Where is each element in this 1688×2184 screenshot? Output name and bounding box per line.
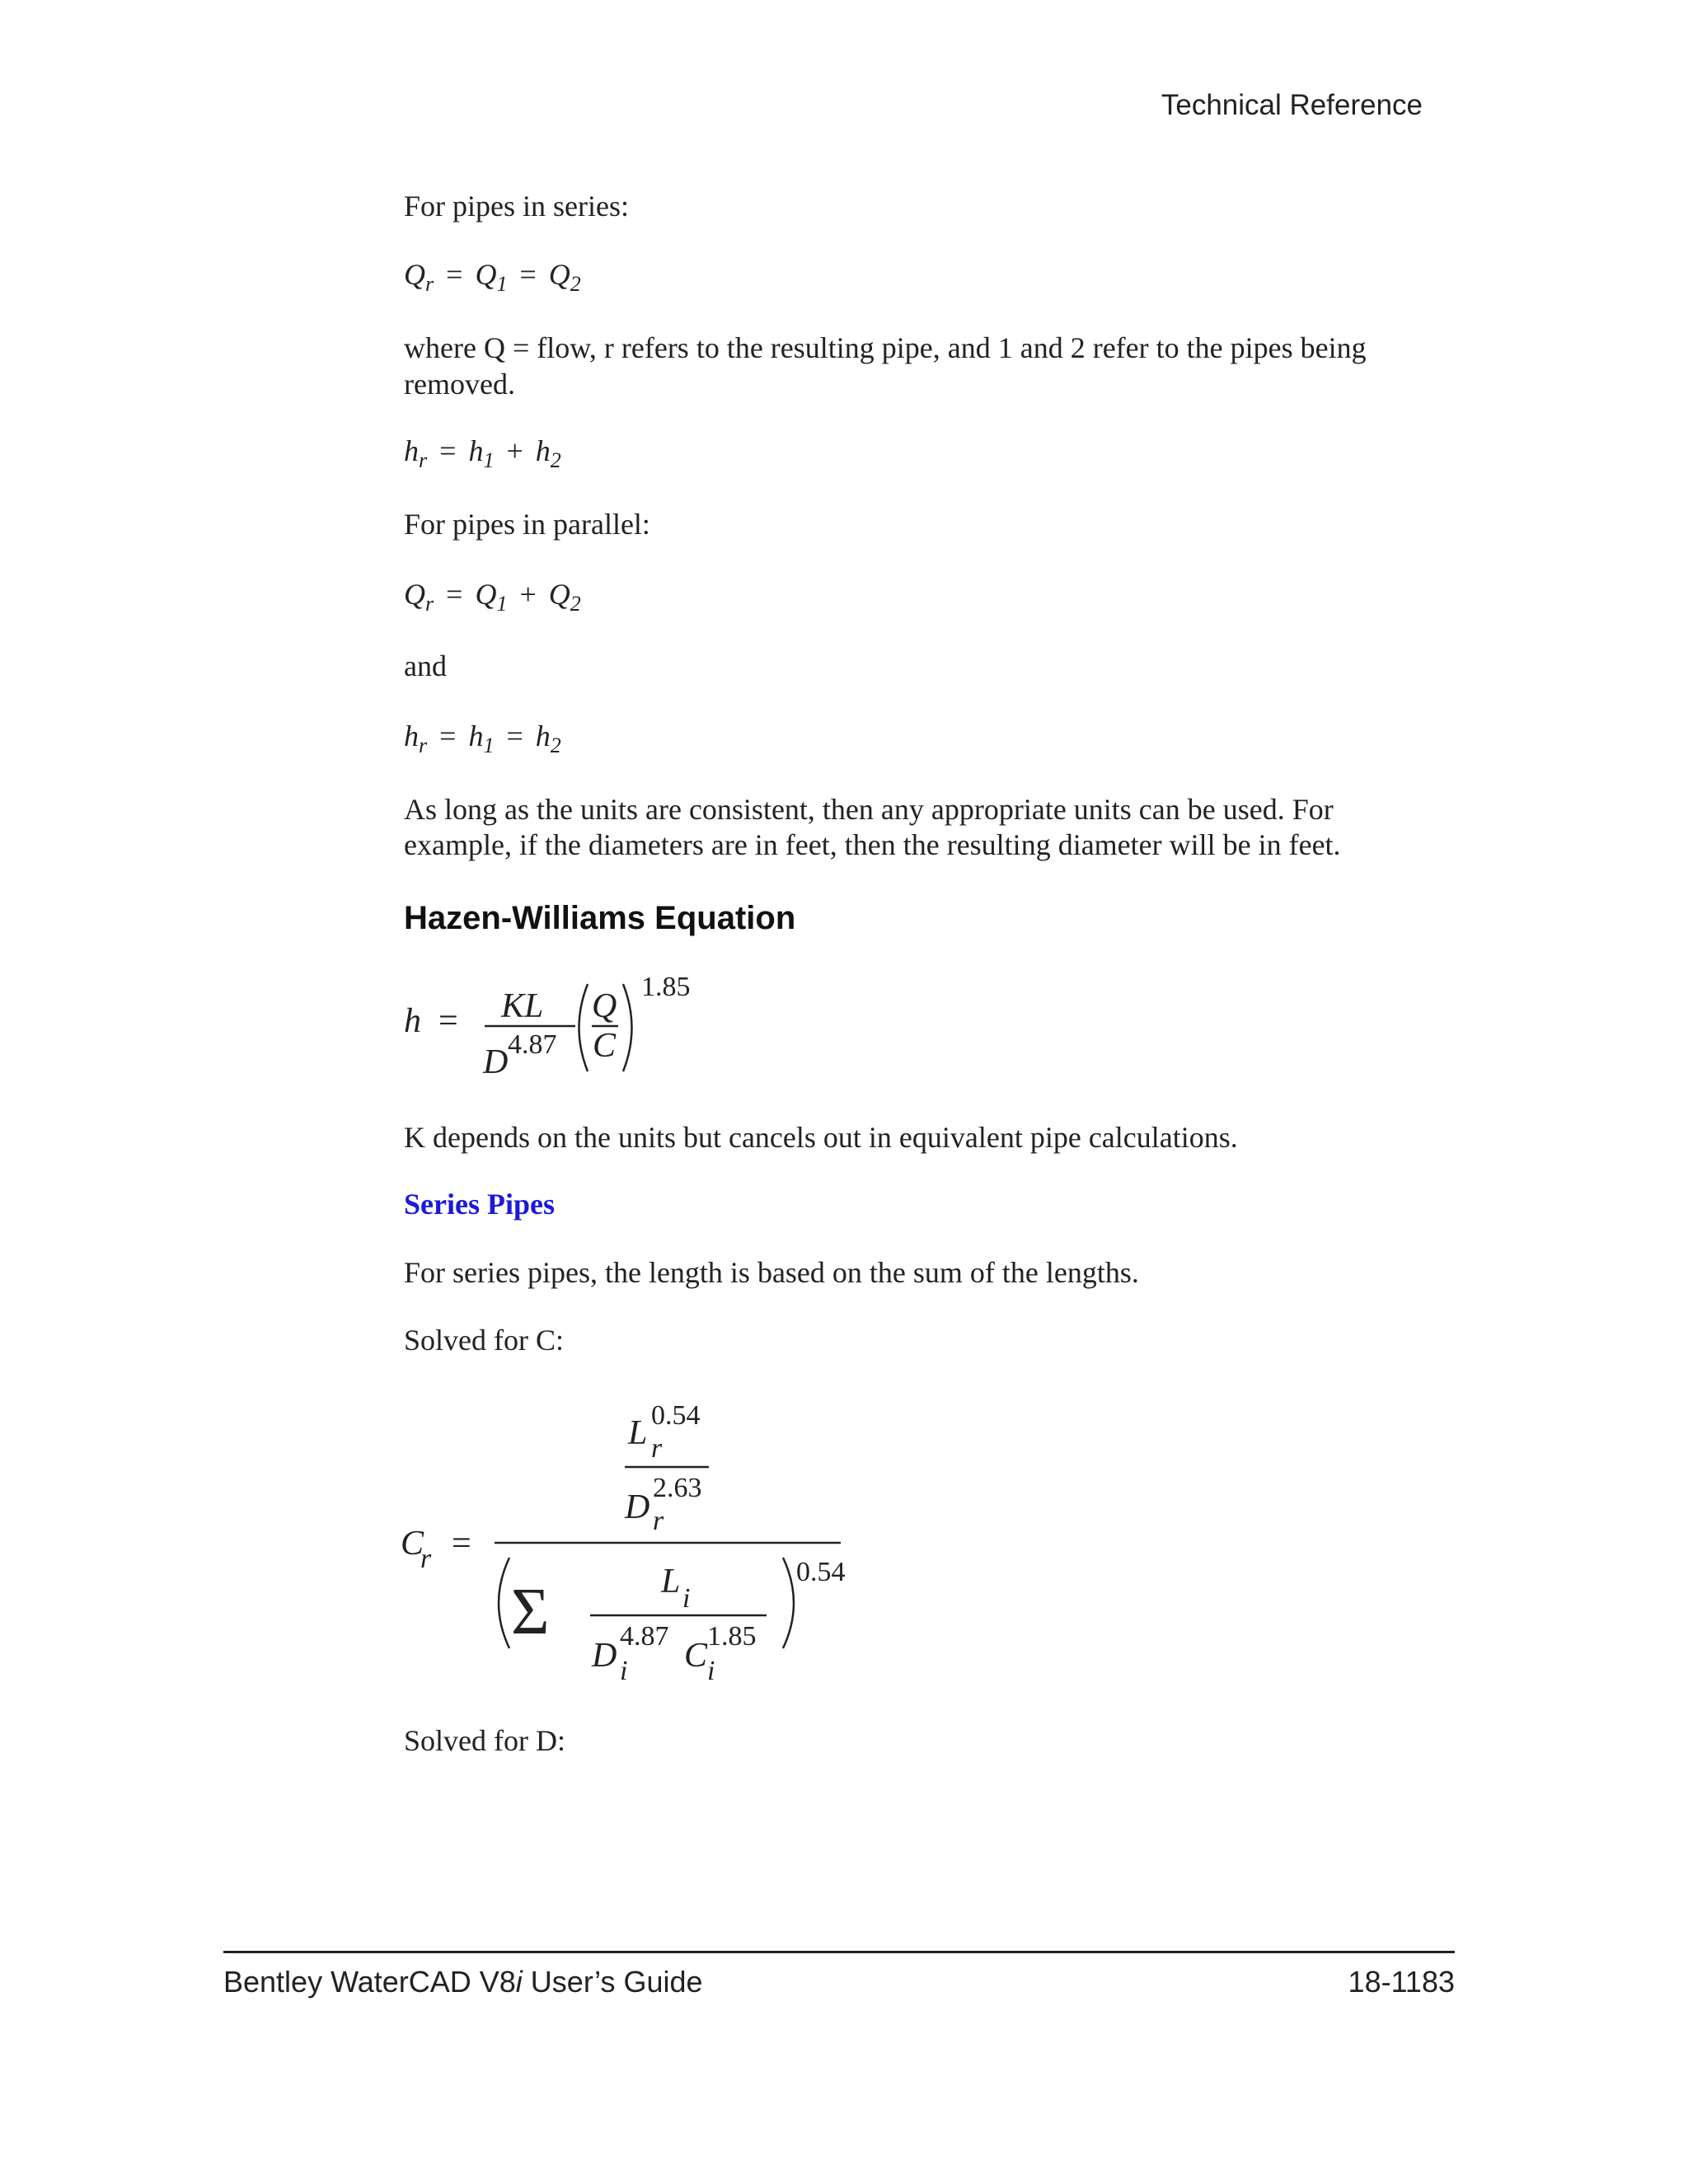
cr-right-paren (783, 1558, 794, 1648)
hw-h: h (404, 1002, 421, 1040)
cr-num-d-sub: r (653, 1506, 664, 1536)
and-text: and (404, 649, 447, 682)
hw-outer-exponent: 1.85 (641, 972, 691, 1002)
series-pipes-text: For series pipes, the length is based on the sum of the lengths. (404, 1256, 1139, 1289)
where-definition-text: where Q = flow, r refers to the resulting pipe, and 1 and 2 refer to the pipes being removed. (404, 331, 1367, 401)
solved-for-c-text: Solved for C: (404, 1324, 564, 1357)
cr-den-li-sub: i (682, 1583, 691, 1614)
hw-denominator: D (483, 1043, 509, 1081)
k-depends-text: K depends on the units but cancels out in equivalent pipe calculations. (404, 1121, 1238, 1154)
footer-page-number: 18-1183 (1348, 1965, 1455, 1999)
cr-equation (396, 1385, 857, 1698)
cr-num-l: L (628, 1414, 648, 1452)
hazen-williams-heading: Hazen-Williams Equation (404, 900, 796, 936)
series-flow-equation: $Q_r = Q_1 = Q_2$ (404, 258, 581, 296)
cr-den-ci-exp: 1.85 (707, 1621, 757, 1652)
series-intro-text: For pipes in series: (404, 190, 629, 223)
cr-den-di: D (592, 1637, 617, 1675)
cr-equals: = (452, 1525, 471, 1563)
parallel-flow-equation: $Q_r = Q_1 + Q_2$ (404, 578, 581, 616)
cr-den-ci-sub: i (707, 1656, 715, 1686)
hw-equals: = (438, 1002, 458, 1040)
solved-for-d-text: Solved for D: (404, 1724, 565, 1757)
cr-sigma: Σ (511, 1576, 550, 1648)
cr-num-l-exp: 0.54 (651, 1400, 701, 1431)
series-pipes-heading: Series Pipes (404, 1188, 555, 1221)
series-head-equation: $h_r = h_1 + h_2$ (404, 434, 561, 472)
cr-den-li: L (661, 1563, 681, 1601)
cr-den-ci: C (684, 1637, 708, 1675)
cr-num-d-exp: 2.63 (653, 1473, 702, 1503)
hw-numerator: KL (501, 987, 544, 1025)
cr-outer-exp: 0.54 (796, 1557, 846, 1587)
units-text-line-2: example, if the diameters are in feet, then the resulting diameter will be in feet. (404, 828, 1341, 861)
page-header-title: Technical Reference (1160, 89, 1423, 121)
hw-left-paren (579, 984, 588, 1071)
cr-lhs-sub: r (420, 1544, 432, 1574)
hw-q: Q (592, 987, 617, 1025)
hw-c: C (593, 1027, 617, 1065)
units-text-line-1: As long as the units are consistent, then any appropriate units can be used. For (404, 793, 1334, 826)
parallel-head-equation: $h_r = h_1 = h_2$ (404, 719, 561, 757)
cr-num-l-sub: r (651, 1433, 663, 1464)
cr-den-di-sub: i (620, 1656, 628, 1686)
cr-den-di-exp: 4.87 (620, 1621, 669, 1652)
parallel-intro-text: For pipes in parallel: (404, 508, 650, 541)
hazen-williams-equation (396, 966, 742, 1098)
hw-d-exponent: 4.87 (508, 1029, 557, 1060)
footer-rule (223, 1951, 1455, 1953)
cr-num-d: D (625, 1488, 650, 1526)
cr-left-paren (499, 1558, 509, 1648)
footer-guide-title: Bentley WaterCAD V8i User’s Guide (223, 1965, 703, 1999)
hw-right-paren (623, 984, 632, 1071)
cr-lhs-c: C (401, 1525, 424, 1563)
